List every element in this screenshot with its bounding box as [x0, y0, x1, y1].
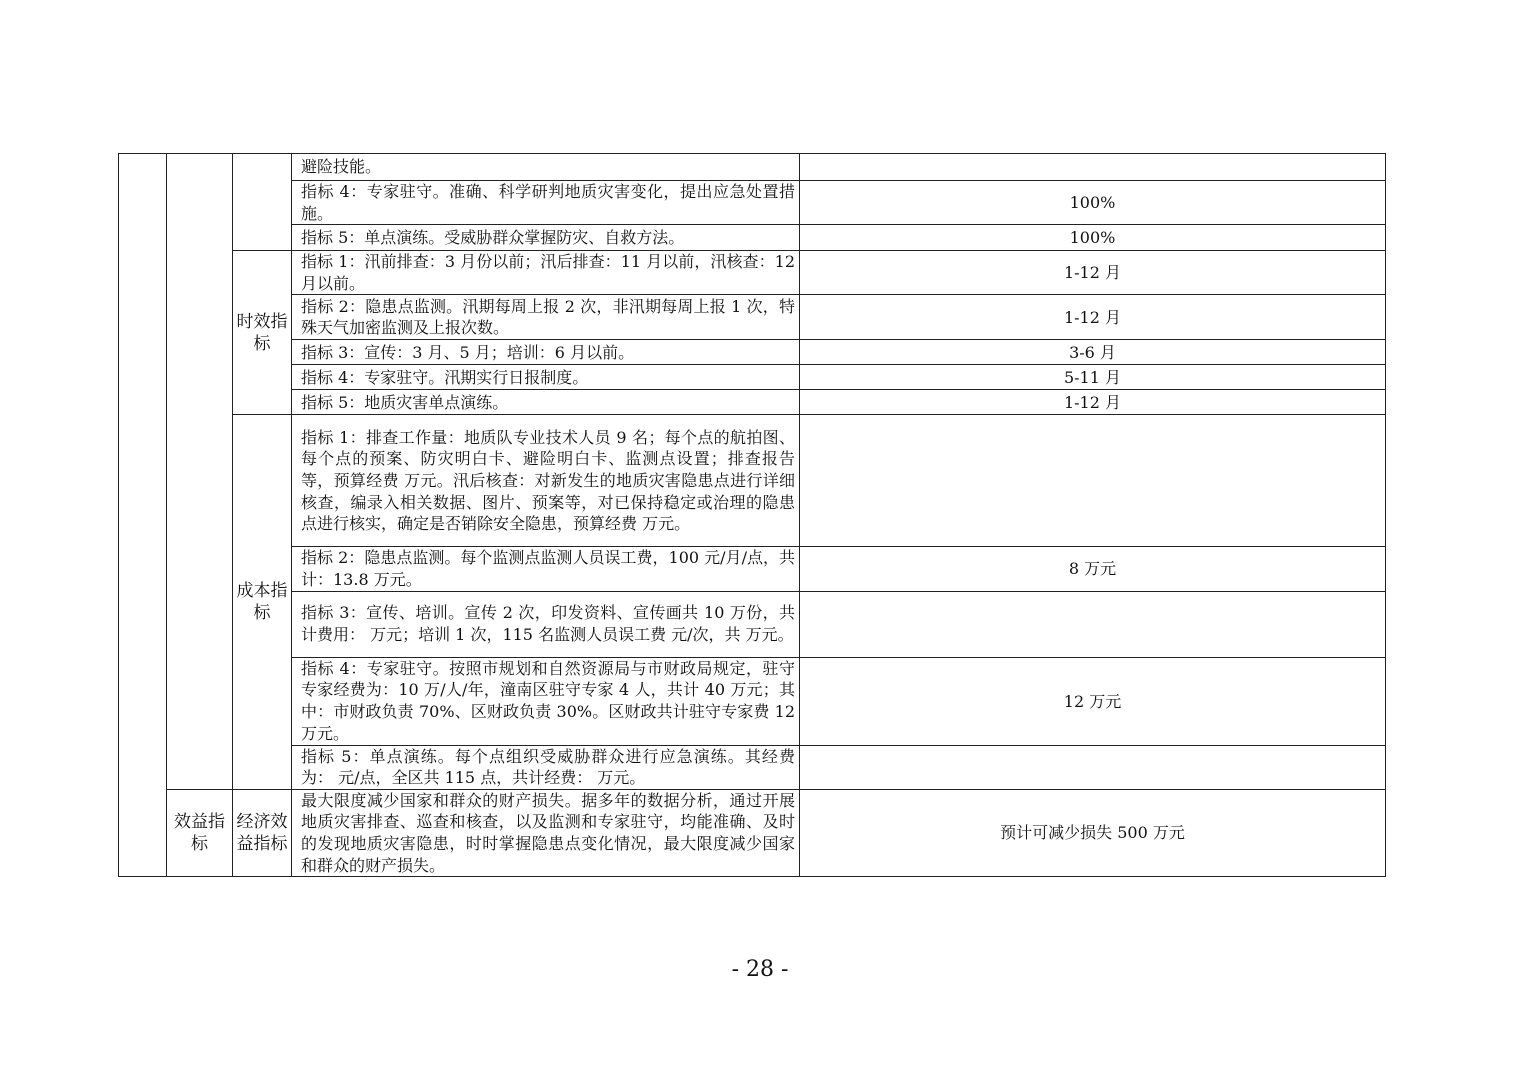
- indicator-value: 12 万元: [800, 657, 1386, 745]
- indicator-description: 避险技能。: [292, 154, 800, 181]
- indicator-description: 指标 2：隐患点监测。汛期每周上报 2 次，非汛期每周上报 1 次，特殊天气加密监测及上报次数。: [292, 295, 800, 340]
- indicator-description: 指标 4：专家驻守。准确、科学研判地质灾害变化，提出应急处置措施。: [292, 181, 800, 225]
- indicator-value: 1-12 月: [800, 390, 1386, 415]
- table-row: [119, 591, 1386, 657]
- indicator-value: [800, 591, 1386, 657]
- indicator-description: 指标 4：专家驻守。按照市规划和自然资源局与市财政局规定，驻守专家经费为：10 万/人/年，潼南区驻守专家 4 人，共计 40 万元；其中：市财政负责 70%、区财政负责 30%。区财政共计驻守专家费 12 万元。: [292, 657, 800, 745]
- indicator-description: 指标 4：专家驻守。汛期实行日报制度。: [292, 365, 800, 390]
- table-row: [119, 181, 1386, 225]
- page-number: - 28 -: [731, 957, 789, 982]
- indicator-description: 指标 2：隐患点监测。每个监测点监测人员误工费，100 元/月/点，共计：13.8 万元。: [292, 547, 800, 591]
- empty-cell-level3: [233, 154, 292, 251]
- table-row: [119, 365, 1386, 390]
- table-row: [119, 657, 1386, 745]
- indicator-value: 预计可减少损失 500 万元: [800, 789, 1386, 876]
- indicator-value: 100%: [800, 181, 1386, 225]
- table-row: [119, 415, 1386, 547]
- indicator-description: 指标 5：地质灾害单点演练。: [292, 390, 800, 415]
- table-row: [119, 340, 1386, 365]
- table-row: [119, 225, 1386, 251]
- indicator-value: [800, 415, 1386, 547]
- indicator-description: 指标 5：单点演练。每个点组织受威胁群众进行应急演练。其经费为： 元/点，全区共 115 点，共计经费： 万元。: [292, 745, 800, 789]
- indicator-description: 指标 1：排查工作量：地质队专业技术人员 9 名；每个点的航拍图、每个点的预案、防灾明白卡、避险明白卡、监测点设置；排查报告等，预算经费 万元。汛后核查：对新发生的地质灾害隐患点进行详细核查，编录入相关数据、图片、预案等，对已保持稳定或治理的隐患点进行核实，确定是否销除安全隐患，预算经费 万元。: [292, 415, 800, 547]
- indicator-value: 100%: [800, 225, 1386, 251]
- category-cost: 成本指标: [233, 415, 292, 789]
- empty-cell-level1: [119, 154, 167, 877]
- table-row: [119, 295, 1386, 340]
- indicator-description: 指标 3：宣传、培训。宣传 2 次，印发资料、宣传画共 10 万份，共计费用： 万元；培训 1 次，115 名监测人员误工费 元/次，共 万元。: [292, 591, 800, 657]
- category-economic-benefit: 经济效益指标: [233, 789, 292, 876]
- indicator-description: 指标 1：汛前排查：3 月份以前；汛后排查：11 月以前，汛核查：12 月以前。: [292, 251, 800, 295]
- indicator-description: 指标 5：单点演练。受威胁群众掌握防灾、自救方法。: [292, 225, 800, 251]
- table-row: [119, 154, 1386, 181]
- indicator-value: 1-12 月: [800, 295, 1386, 340]
- table-row: [119, 251, 1386, 295]
- indicator-value: [800, 745, 1386, 789]
- indicator-description: 最大限度减少国家和群众的财产损失。据多年的数据分析，通过开展地质灾害排查、巡查和核查，以及监测和专家驻守，均能准确、及时的发现地质灾害隐患，时时掌握隐患点变化情况，最大限度减少国家和群众的财产损失。: [292, 789, 800, 876]
- table-row: [119, 789, 1386, 876]
- indicator-value: [800, 154, 1386, 181]
- table-row: [119, 390, 1386, 415]
- table-row: [119, 745, 1386, 789]
- indicator-value: 1-12 月: [800, 251, 1386, 295]
- indicator-value: 5-11 月: [800, 365, 1386, 390]
- table-row: [119, 547, 1386, 591]
- indicator-value: 3-6 月: [800, 340, 1386, 365]
- indicator-value: 8 万元: [800, 547, 1386, 591]
- empty-cell-level2: [167, 154, 233, 790]
- performance-indicator-table: [118, 153, 1386, 877]
- category-benefit: 效益指标: [167, 789, 233, 876]
- indicator-description: 指标 3：宣传：3 月、5 月；培训：6 月以前。: [292, 340, 800, 365]
- category-timeliness: 时效指标: [233, 251, 292, 415]
